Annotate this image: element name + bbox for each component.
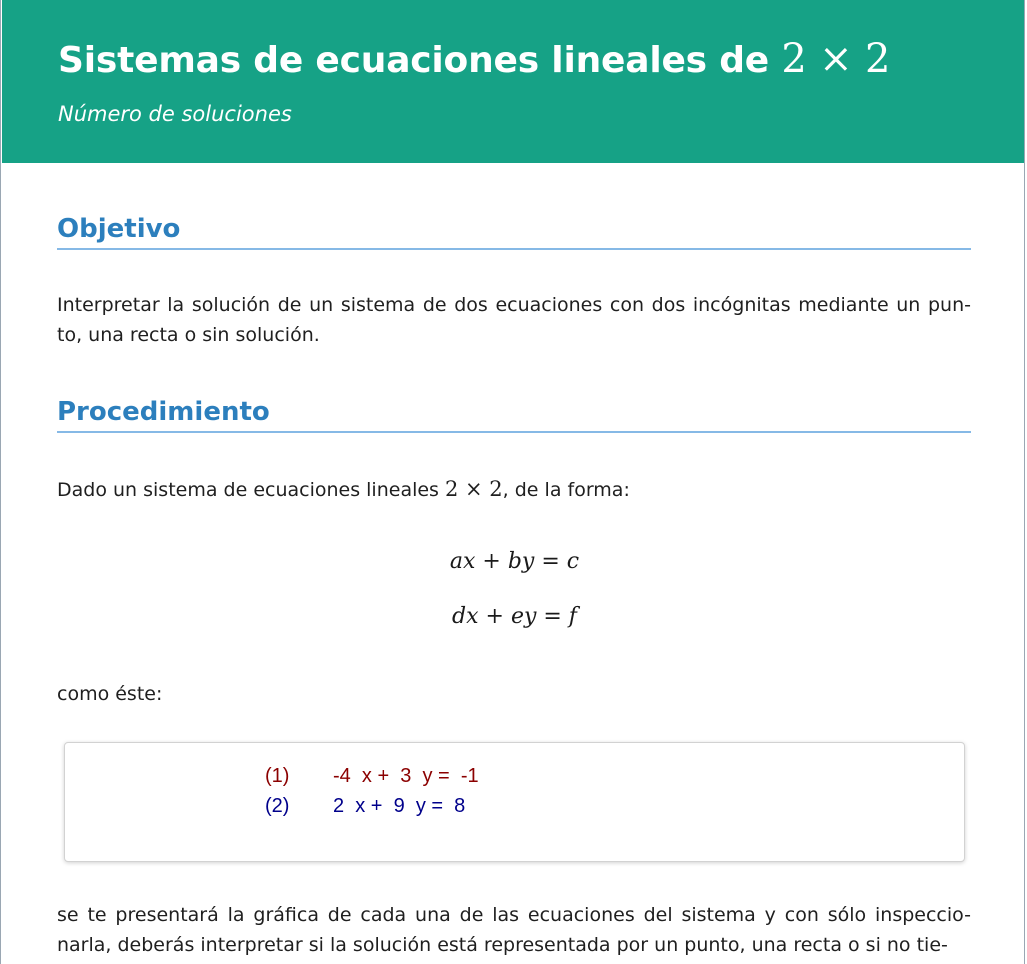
system-equation-2-label: (2) <box>265 795 290 817</box>
procedure-intro <box>57 474 971 505</box>
general-equation-1: ax + by = c <box>449 549 580 574</box>
page-title-text: Sistemas de ecuaciones lineales de <box>58 40 782 81</box>
procedure-following-text: se te presentará la gráfica de cada una de las ecuaciones del sistema y con sólo inspeccio-narla, deberás interpretar si la solución está representada por un punto, una recta o si no tie- <box>57 904 971 956</box>
system-equation-1 <box>265 765 479 788</box>
procedure-intro-text: Dado un sistema de ecuaciones lineales <box>57 479 445 501</box>
system-equation-1-expression: -4 x + 3 y = -1 <box>333 765 479 787</box>
system-equation-1-label: (1) <box>265 765 290 787</box>
objective-text: Interpretar la solución de un sistema de dos ecuaciones con dos incógnitas mediante un pun-to, una recta o sin solución. <box>57 294 971 346</box>
page-header <box>2 0 1025 163</box>
page-title-math: 2 × 2 <box>781 36 891 82</box>
example-intro: como éste: <box>57 683 163 705</box>
objective-heading: Objetivo <box>57 214 971 250</box>
general-equation-2: dx + ey = f <box>452 604 577 629</box>
system-equation-2 <box>265 795 465 818</box>
page-title <box>58 36 890 82</box>
system-equation-2-expression: 2 x + 9 y = 8 <box>333 795 466 817</box>
procedure-intro-suffix: , de la forma: <box>502 479 630 501</box>
page-subtitle: Número de soluciones <box>58 102 292 126</box>
procedure-heading: Procedimiento <box>57 397 971 433</box>
procedure-intro-math: 2 × 2 <box>445 477 503 501</box>
example-system-box <box>64 742 965 862</box>
